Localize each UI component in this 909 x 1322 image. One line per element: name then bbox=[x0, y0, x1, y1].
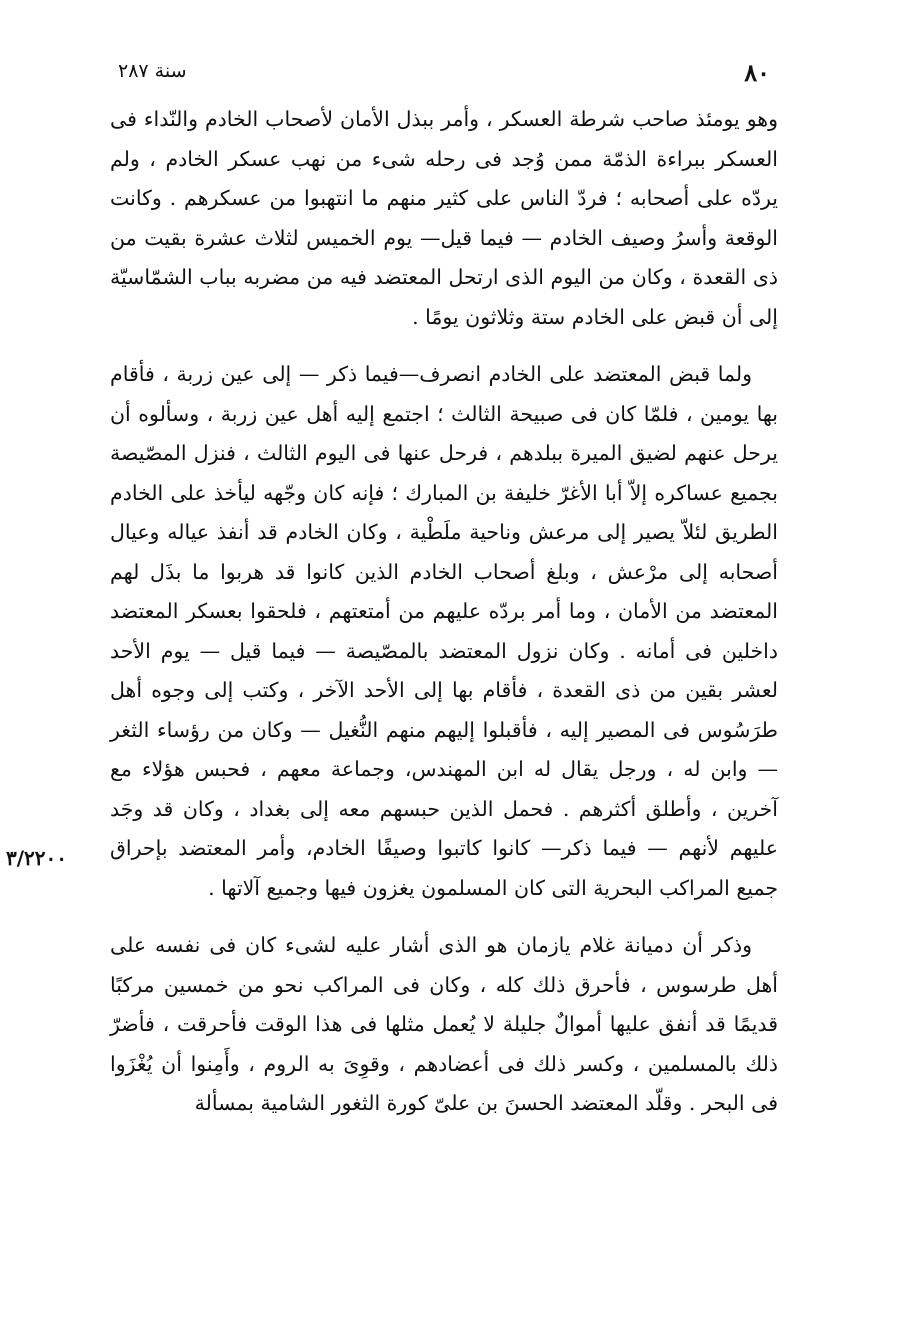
page-header bbox=[118, 58, 770, 88]
paragraph-2: ولما قبض المعتضد على الخادم انصرف—فيما ذكر — إلى عين زربة ، فأقام بها يومين ، فلمّا كان فى صبيحة الثالث ؛ اجتمع إليه أهل عين زربة ، وسألوه أن يرحل عنهم لضيق الميرة ببلدهم ، فرحل عنها فى اليوم الثالث ، فنزل المصّيصة بجميع عساكره إلاّ أبا الأغرّ خليفة بن المبارك ؛ فإنه كان وجّهه ليأخذ على الخادم الطريق لئلاّ يصير إلى مرعش وناحية ملَطْية ، وكان الخادم قد أنفذ عياله وعيال أصحابه إلى مرْعش ، وبلغ أصحاب الخادم الذين كانوا قد هربوا ما بذَل لهم المعتضد من الأمان ، وما أمر بردّه عليهم من أمتعتهم ، فلحقوا بعسكر المعتضد داخلين فى أمانه . وكان نزول المعتضد بالمصّيصة — فيما قيل — يوم الأحد لعشر بقين من ذى القعدة ، فأقام بها إلى الأحد الآخر ، وكتب إلى وجوه أهل طرَسُوس فى المصير إليه ، فأقبلوا إليهم منهم النُّغيل — وكان من رؤساء الثغر — وابن له ، ورجل يقال له ابن المهندس، وجماعة معهم ، فحبس هؤلاء مع آخرين ، وأطلق أكثرهم . فحمل الذين حبسهم معه إلى بغداد ، وكان قد وجَد عليهم لأنهم — فيما ذكر— كانوا كاتبوا وصيفًا الخادم، وأمر المعتضد بإحراق جميع المراكب البحرية التى كان المسلمون يغزون فيها وجميع آلاتها . bbox=[110, 362, 778, 900]
page-number: ٨٠ bbox=[744, 58, 770, 87]
paragraph-3: وذكر أن دميانة غلام يازمان هو الذى أشار عليه لشىء كان فى نفسه على أهل طرسوس ، فأحرق ذلك كله ، وكان فى المراكب نحو من خمسين مركبًا قديمًا قد أنفق عليها أموالٌ جليلة لا يُعمل مثلها فى هذا الوقت فأحرقت ، فأضرّ ذلك بالمسلمين ، وكسر ذلك فى أعضادهم ، وقوِىَ به الروم ، وأَمِنوا أن يُغْزَوا فى البحر . وقلّد المعتضد الحسنَ بن علىّ كورة الثغور الشامية بمسألة bbox=[110, 933, 778, 1115]
margin-reference: ٣/٢٢٠٠ bbox=[6, 846, 68, 870]
main-text bbox=[110, 100, 778, 1124]
paragraph-1: وهو يومئذ صاحب شرطة العسكر ، وأمر ببذل الأمان لأصحاب الخادم والنّداء فى العسكر ببراءة الذمّة ممن وُجد فى رحله شىء من نهب عسكر الخادم ، ولم يردّه على أصحابه ؛ فردّ الناس على كثير منهم ما انتهبوا من عسكرهم . وكانت الوقعة وأسرُ وصيف الخادم — فيما قيل— يوم الخميس لثلاث عشرة بقيت من ذى القعدة ، وكان من اليوم الذى ارتحل المعتضد فيه من مضربه بباب الشمّاسيّة إلى أن قبض على الخادم ستة وثلاثون يومًا . bbox=[110, 107, 778, 329]
year-label: سنة ٢٨٧ bbox=[118, 60, 187, 82]
